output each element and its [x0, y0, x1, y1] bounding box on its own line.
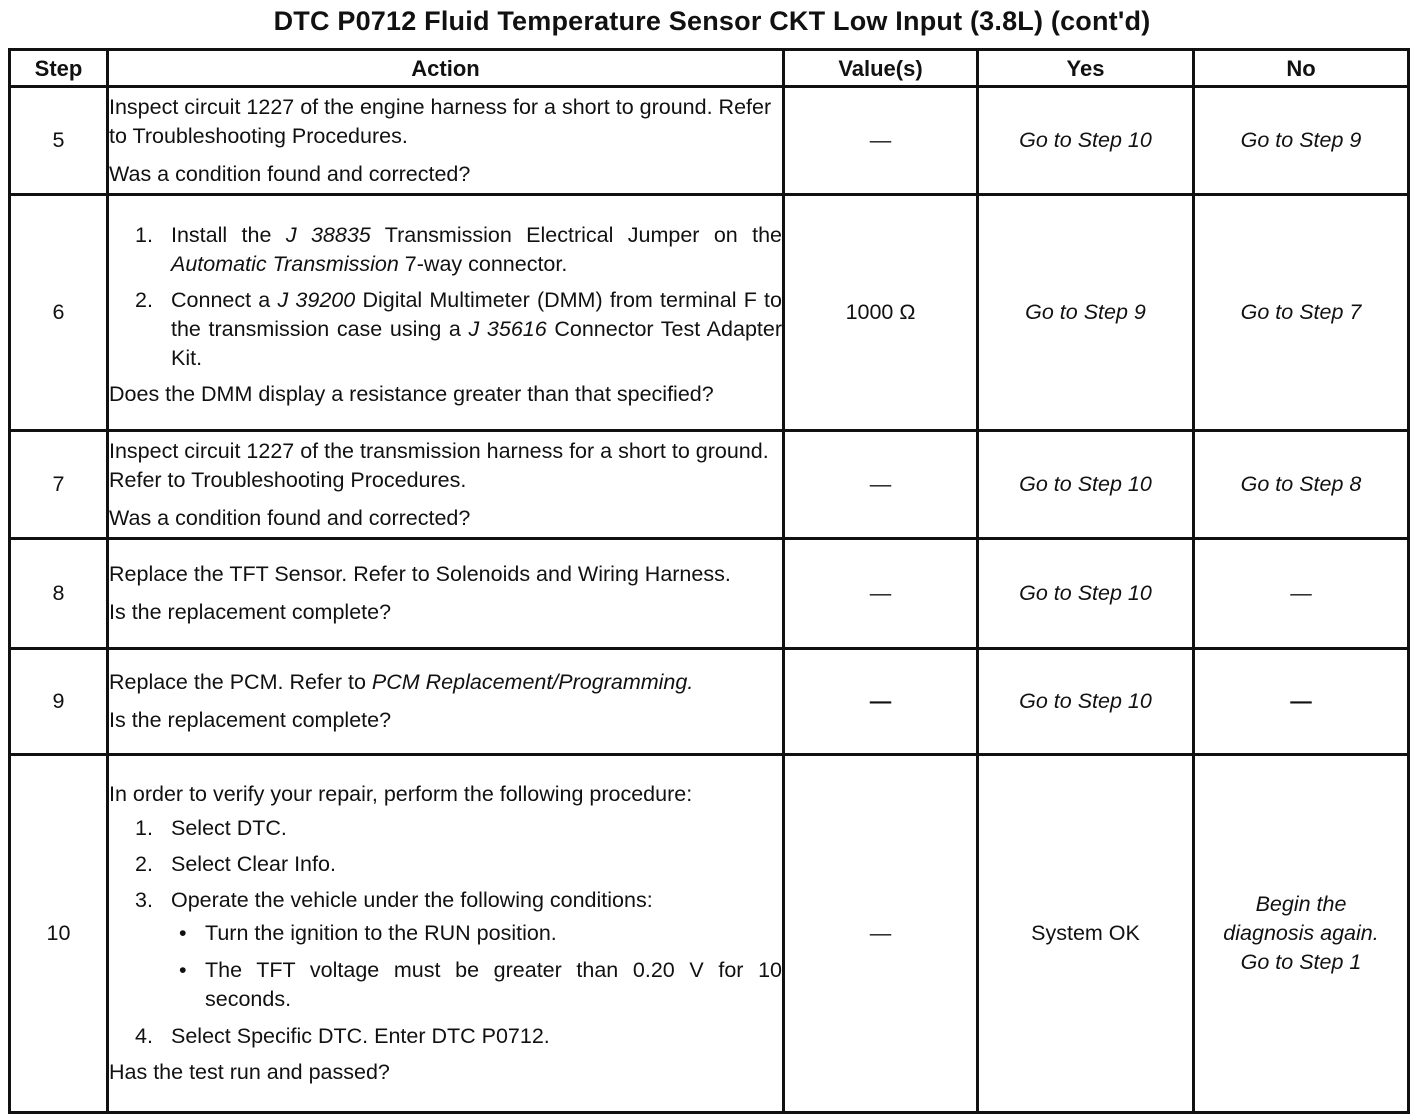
- no-cell[interactable]: Go to Step 7: [1194, 195, 1409, 431]
- action-cell: [108, 649, 784, 755]
- header-action: Action: [108, 50, 784, 87]
- action-text: [109, 668, 782, 697]
- step-number: 7: [10, 431, 108, 539]
- header-values: Value(s): [784, 50, 978, 87]
- dtc-table: [8, 48, 1410, 1114]
- action-question: Has the test run and passed?: [109, 1060, 390, 1084]
- no-cell[interactable]: Go to Step 9: [1194, 87, 1409, 195]
- list-item-number: 1.: [135, 816, 153, 840]
- action-text: Inspect circuit 1227 of the engine harness for a short to ground. Refer to Troubleshooting Procedures.: [109, 94, 772, 148]
- yes-cell[interactable]: Go to Step 10: [978, 539, 1194, 649]
- action-question: Is the replacement complete?: [109, 600, 392, 624]
- bullet-text: Turn the ignition to the RUN position.: [205, 921, 557, 945]
- yes-cell[interactable]: Go to Step 10: [978, 431, 1194, 539]
- table-row-step-9: [10, 649, 1409, 755]
- list-item-number: 3.: [135, 888, 153, 912]
- step-number: 8: [10, 539, 108, 649]
- text-segment: Transmission Electrical Jumper on the: [384, 223, 783, 247]
- action-cell: [108, 87, 784, 195]
- value-cell: —: [784, 649, 978, 755]
- no-cell: —: [1194, 649, 1409, 755]
- bullet-text: The TFT voltage must be greater than 0.20 V for 10 seconds.: [205, 958, 782, 1011]
- list-item: [109, 850, 782, 879]
- table-header-row: [10, 50, 1409, 87]
- list-item-number: 2.: [135, 852, 153, 876]
- list-item-number: 4.: [135, 1024, 153, 1048]
- table-row-step-7: [10, 431, 1409, 539]
- step-number: 5: [10, 87, 108, 195]
- header-yes: Yes: [978, 50, 1194, 87]
- bullet-icon: •: [179, 921, 187, 945]
- step-number: 9: [10, 649, 108, 755]
- value-cell: —: [784, 755, 978, 1113]
- text-segment: Replace the PCM. Refer to: [109, 670, 366, 694]
- table-row-step-6: [10, 195, 1409, 431]
- action-question: Does the DMM display a resistance greater than that specified?: [109, 382, 714, 406]
- table-row-step-5: [10, 87, 1409, 195]
- text-segment: 7-way connector.: [404, 252, 568, 276]
- bullet-item: [171, 919, 782, 948]
- action-cell: [108, 539, 784, 649]
- text-segment: Connector Test Adapter Kit.: [171, 317, 782, 370]
- procedure-list: [109, 221, 782, 373]
- action-cell: [108, 431, 784, 539]
- yes-cell[interactable]: Go to Step 10: [978, 87, 1194, 195]
- condition-list: [171, 919, 782, 1014]
- document-reference: Automatic Transmission: [171, 252, 399, 276]
- action-question: Was a condition found and corrected?: [109, 505, 471, 530]
- yes-cell[interactable]: Go to Step 10: [978, 649, 1194, 755]
- bullet-icon: •: [179, 958, 187, 982]
- action-text: Replace the TFT Sensor. Refer to Solenoids and Wiring Harness.: [109, 562, 731, 586]
- list-item: [109, 1022, 782, 1051]
- text-segment: Install the: [171, 223, 272, 247]
- no-cell[interactable]: Begin the diagnosis again. Go to Step 1: [1194, 755, 1409, 1113]
- action-text: In order to verify your repair, perform the following procedure:: [109, 782, 693, 806]
- value-cell: —: [784, 539, 978, 649]
- list-item: [109, 221, 782, 279]
- value-cell: —: [784, 87, 978, 195]
- text-segment: Connect a: [171, 288, 271, 312]
- list-item-number: 1.: [135, 223, 153, 247]
- tool-reference: J 38835: [285, 223, 371, 247]
- step-number: 6: [10, 195, 108, 431]
- list-item-text: Select DTC.: [171, 816, 287, 840]
- no-cell[interactable]: Go to Step 8: [1194, 431, 1409, 539]
- page-title: DTC P0712 Fluid Temperature Sensor CKT Low Input (3.8L) (cont'd): [273, 6, 1151, 36]
- yes-cell: System OK: [978, 755, 1194, 1113]
- document-reference: PCM Replacement/Programming.: [371, 670, 694, 694]
- no-cell: —: [1194, 539, 1409, 649]
- list-item-text: Select Clear Info.: [171, 852, 336, 876]
- tool-reference: J 39200: [277, 288, 356, 312]
- yes-cell[interactable]: Go to Step 9: [978, 195, 1194, 431]
- action-text: Inspect circuit 1227 of the transmission harness for a short to ground. Refer to Troubleshooting Procedures.: [109, 438, 769, 492]
- action-cell: [108, 195, 784, 431]
- value-cell: 1000 Ω: [784, 195, 978, 431]
- list-item: [109, 886, 782, 1014]
- list-item-text: Select Specific DTC. Enter DTC P0712.: [171, 1024, 550, 1048]
- header-step: Step: [10, 50, 108, 87]
- header-no: No: [1194, 50, 1409, 87]
- list-item: [109, 286, 782, 373]
- list-item-text: Operate the vehicle under the following conditions:: [171, 888, 653, 912]
- list-item: [109, 814, 782, 843]
- action-question: Is the replacement complete?: [109, 708, 392, 732]
- value-cell: —: [784, 431, 978, 539]
- text-segment: Digital Multimeter (DMM) from terminal F to the transmission case using a: [171, 288, 782, 341]
- table-row-step-10: [10, 755, 1409, 1113]
- procedure-list: [109, 814, 782, 1051]
- bullet-item: [171, 956, 782, 1014]
- list-item-number: 2.: [135, 288, 153, 312]
- tool-reference: J 35616: [468, 317, 547, 341]
- action-question: Was a condition found and corrected?: [109, 161, 471, 186]
- table-row-step-8: [10, 539, 1409, 649]
- action-cell: [108, 755, 784, 1113]
- step-number: 10: [10, 755, 108, 1113]
